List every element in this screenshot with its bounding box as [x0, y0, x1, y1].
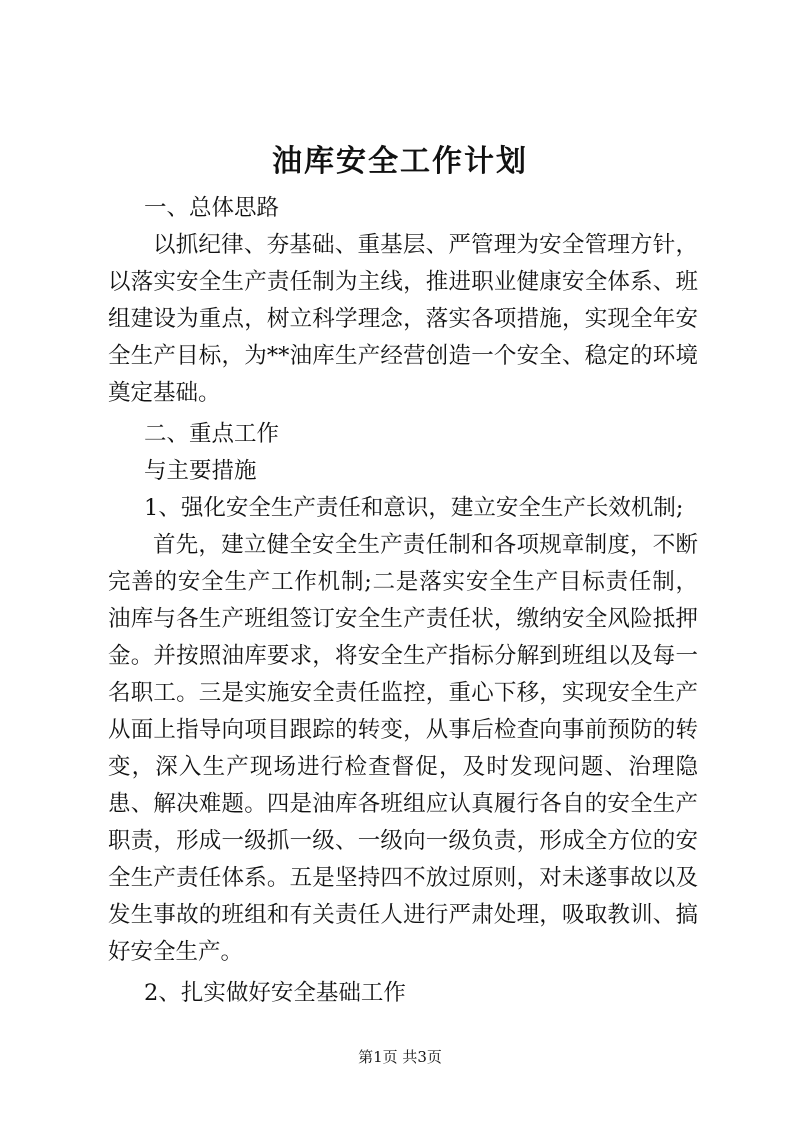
paragraph-overall-approach: 以抓纪律、夯基础、重基层、严管理为安全管理方针，以落实安全生产责任制为主线，推进职业健康安全体系、班组建设为重点，树立科学理念，落实各项措施，实现全年安全生产目标，为**油库生产经营创造一个安全、稳定的环境奠定基础。 — [108, 232, 698, 406]
item-heading-1: 1、强化安全生产责任和意识，建立安全生产长效机制; — [144, 495, 684, 521]
section-heading-overall: 一、总体思路 — [144, 195, 280, 221]
document-title: 油库安全工作计划 — [272, 144, 528, 179]
item-heading-2: 2、扎实做好安全基础工作 — [144, 980, 406, 1006]
section-heading-key-work: 二、重点工作 — [144, 421, 280, 447]
document-body — [108, 190, 698, 1012]
paragraph-responsibility: 首先，建立健全安全生产责任制和各项规章制度，不断完善的安全生产工作机制;二是落实安全生产目标责任制，油库与各生产班组签订安全生产责任状，缴纳安全风险抵押金。并按照油库要求，将安全生产指标分解到班组以及每一名职工。三是实施安全责任监控，重心下移，实现安全生产从面上指导向项目跟踪的转变，从事后检查向事前预防的转变，深入生产现场进行检查督促，及时发现问题、治理隐患、解决难题。四是油库各班组应认真履行各自的安全生产职责，形成一级抓一级、一级向一级负责，形成全方位的安全生产责任体系。五是坚持四不放过原则，对未遂事故以及发生事故的班组和有关责任人进行严肃处理，吸取教训、搞好安全生产。 — [108, 532, 698, 965]
section-heading-measures: 与主要措施 — [144, 458, 257, 484]
page-number: 第1页 共3页 — [358, 1048, 442, 1066]
